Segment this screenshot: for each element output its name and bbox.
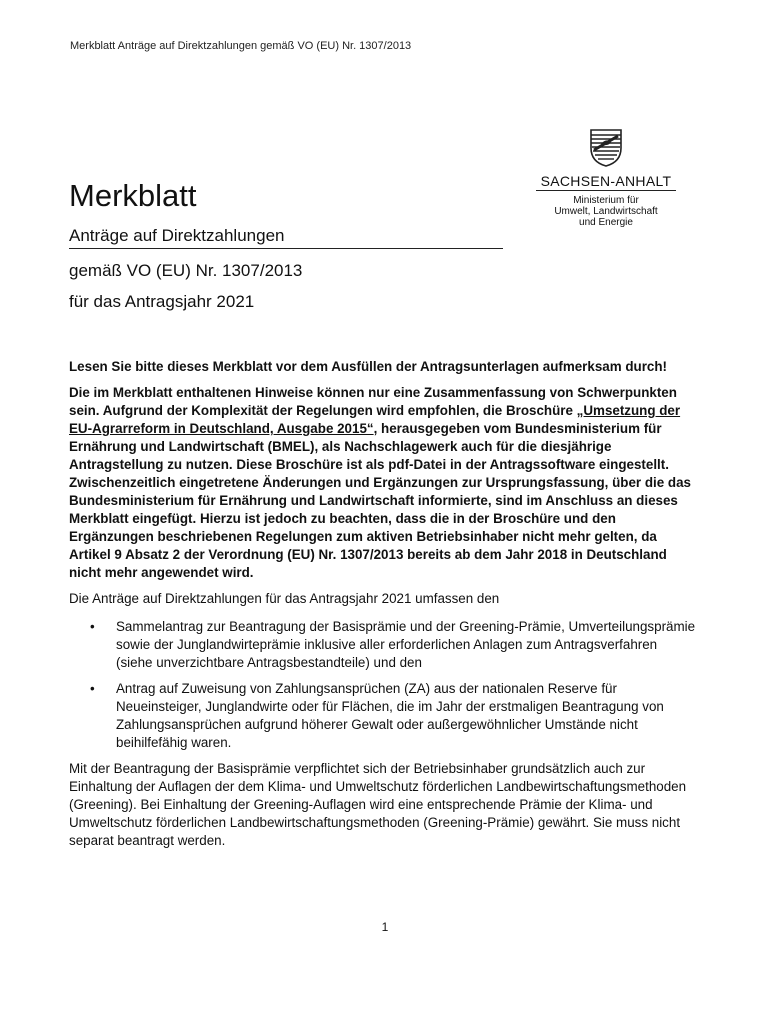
logo-ministry-name xyxy=(536,195,676,228)
application-list xyxy=(69,618,697,752)
regulation-line: gemäß VO (EU) Nr. 1307/2013 xyxy=(69,261,303,280)
page-title: Merkblatt xyxy=(69,178,197,213)
closing-paragraph: Mit der Beantragung der Basisprämie verpflichtet sich der Betriebsinhaber grundsätzlich auch zur Einhaltung der Auflagen der dem Klima- und Umweltschutz förderlichen Landbewirtschaftungsmethoden (Greening). Bei Einhaltung der Greening-Auflagen wird eine entsprechende Prämie der Klima- und Umweltschutz förderlichen Landbewirtschaftungsmethoden (Greening-Prämie) gewährt. Sie muss nicht separat beantragt werden. xyxy=(69,761,687,848)
page-number: 1 xyxy=(381,920,389,934)
brochure-title: „Umsetzung der EU-Agrarreform in Deutschland, Ausgabe 2015“ xyxy=(69,403,681,436)
application-year-line: für das Antragsjahr 2021 xyxy=(69,292,255,311)
notice-paragraph: Lesen Sie bitte dieses Merkblatt vor dem Ausfüllen der Antragsunterlagen aufmerksam durch! xyxy=(69,359,668,374)
logo-ministry-line: Ministerium für xyxy=(573,195,639,206)
bullet-icon: • xyxy=(90,681,95,696)
logo-ministry-line: und Energie xyxy=(579,217,633,228)
coat-of-arms-icon xyxy=(585,126,627,168)
document-body xyxy=(69,358,697,858)
bullet-icon: • xyxy=(90,619,95,634)
list-item xyxy=(69,680,697,752)
logo-ministry-line: Umwelt, Landwirtschaft xyxy=(554,206,658,217)
page-subtitle: Anträge auf Direktzahlungen xyxy=(69,226,503,249)
sachsen-anhalt-logo xyxy=(536,126,676,228)
intro-paragraph: Die Anträge auf Direktzahlungen für das Antragsjahr 2021 umfassen den xyxy=(69,591,500,606)
summary-text: , herausgegeben vom Bundesministerium für Ernährung und Landwirtschaft (BMEL), als Nachschlagewerk auch für die diesjährige Antragstellung zu nutzen. Diese Broschüre ist als pdf-Datei in der Antragssoftware eingestellt. Zwischenzeitlich eingetretene Änderungen und Ergänzungen zur Ursprungsfassung, über die das Bundesministerium für Ernährung und Landwirtschaft informierte, sind im Anschluss an dieses Merkblatt eingefügt. Hierzu ist jedoch zu beachten, dass die in der Broschüre und den Ergänzungen beschriebenen Regelungen zum aktiven Betriebsinhaber nicht mehr gelten, da Artikel 9 Absatz 2 der Verordnung (EU) Nr. 1307/2013 bereits ab dem Jahr 2018 in Deutschland nicht mehr angewendet wird. xyxy=(69,421,692,580)
list-item-text: Sammelantrag zur Beantragung der Basisprämie und der Greening-Prämie, Umverteilungsprämie sowie der Junglandwirteprämie inklusive aller erforderlichen Anlagen zum Antragsverfahren (siehe unverzichtbare Antragsbestandteile) und den xyxy=(116,619,696,670)
list-item xyxy=(69,618,697,672)
list-item-text: Antrag auf Zuweisung von Zahlungsansprüchen (ZA) aus der nationalen Reserve für Neueinsteiger, Junglandwirte oder für Flächen, die im Jahr der erstmaligen Beantragung von Zahlungsansprüchen aufgrund höherer Gewalt oder außergewöhnlicher Umstände nicht beihilfefähig waren. xyxy=(116,681,664,750)
running-header: Merkblatt Anträge auf Direktzahlungen gemäß VO (EU) Nr. 1307/2013 xyxy=(70,40,412,52)
summary-text: Die im Merkblatt enthaltenen Hinweise können nur eine Zusammenfassung von Schwerpunkten sein. Aufgrund der Komplexität der Regelungen wird empfohlen, die Broschüre xyxy=(69,385,677,418)
summary-paragraph xyxy=(69,384,697,582)
logo-state-name: SACHSEN-ANHALT xyxy=(536,173,676,191)
